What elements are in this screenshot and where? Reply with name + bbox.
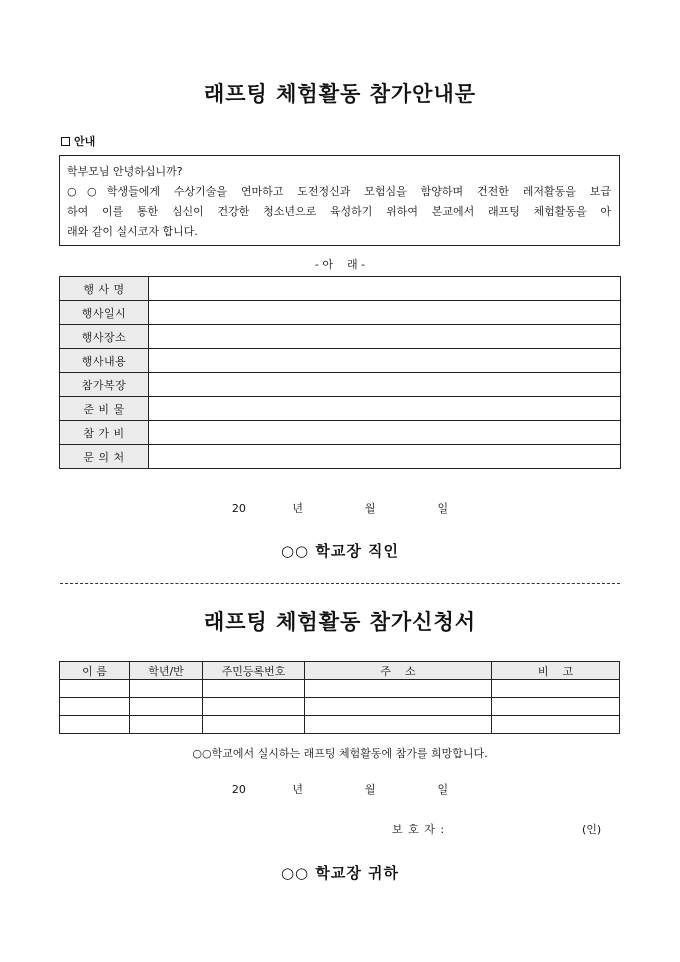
- addressee-line: ○○ 학교장 귀하: [280, 864, 400, 882]
- application-title: 래프팅 체험활동 참가신청서: [203, 609, 477, 634]
- row-value[interactable]: [149, 325, 621, 349]
- table-row: [60, 698, 620, 716]
- table-cell[interactable]: [60, 680, 130, 698]
- row-value[interactable]: [149, 301, 621, 325]
- table-row: [60, 680, 620, 698]
- section-label-text: 안내: [74, 135, 96, 148]
- table-cell[interactable]: [492, 698, 620, 716]
- guardian-label: 보 호 자 :: [392, 823, 446, 836]
- application-statement: ○○학교에서 실시하는 래프팅 체험활동에 참가를 희망합니다.: [192, 747, 488, 760]
- row-label: 문 의 처: [60, 445, 149, 469]
- column-header-name: 이 름: [60, 662, 130, 680]
- checkbox-square-icon: [61, 137, 70, 146]
- row-value[interactable]: [149, 349, 621, 373]
- row-label: 행사일시: [60, 301, 149, 325]
- table-cell[interactable]: [203, 680, 305, 698]
- row-label: 행 사 명: [60, 277, 149, 301]
- notice-body-box: [59, 155, 620, 246]
- table-row: [60, 301, 621, 325]
- table-cell[interactable]: [130, 716, 203, 734]
- school-seal-line: ○○ 학교장 직인: [280, 542, 400, 560]
- table-row: [60, 325, 621, 349]
- table-cell[interactable]: [305, 716, 492, 734]
- table-cell[interactable]: [130, 680, 203, 698]
- column-header-id-number: 주민등록번호: [203, 662, 305, 680]
- notice-body-line: 하여 이를 통한 심신이 건강한 청소년으로 육성하기 위하여 본교에서 래프팅 체험활동을 아: [67, 205, 611, 218]
- column-header-address: 주 소: [305, 662, 492, 680]
- row-label: 준 비 물: [60, 397, 149, 421]
- table-cell[interactable]: [305, 698, 492, 716]
- table-cell[interactable]: [60, 716, 130, 734]
- row-label: 참 가 비: [60, 421, 149, 445]
- application-date: 20 년 월 일: [231, 783, 449, 796]
- table-row: [60, 349, 621, 373]
- seal-mark: (인): [582, 823, 602, 836]
- table-cell[interactable]: [492, 680, 620, 698]
- row-value[interactable]: [149, 421, 621, 445]
- column-header-remarks: 비 고: [492, 662, 620, 680]
- table-cell[interactable]: [203, 698, 305, 716]
- section-label: [61, 133, 95, 149]
- notice-date: 20 년 월 일: [231, 502, 449, 515]
- table-cell[interactable]: [305, 680, 492, 698]
- table-cell[interactable]: [492, 716, 620, 734]
- below-note: - 아 래 -: [314, 258, 366, 271]
- table-row: [60, 445, 621, 469]
- row-label: 행사내용: [60, 349, 149, 373]
- column-header-class: 학년/반: [130, 662, 203, 680]
- row-value[interactable]: [149, 397, 621, 421]
- table-row: [60, 716, 620, 734]
- event-info-table: [59, 276, 621, 469]
- notice-greeting: 학부모님 안녕하십니까?: [67, 165, 183, 178]
- table-cell[interactable]: [60, 698, 130, 716]
- notice-body-line: ○○학생들에게 수상기술을 연마하고 도전정신과 모험심을 함양하며 건전한 레저활동을 보급: [67, 185, 611, 198]
- row-label: 행사장소: [60, 325, 149, 349]
- table-row: [60, 277, 621, 301]
- table-header-row: [60, 662, 620, 680]
- table-row: [60, 373, 621, 397]
- row-value[interactable]: [149, 277, 621, 301]
- application-table: [59, 661, 620, 734]
- cut-line: [60, 583, 620, 584]
- row-value[interactable]: [149, 373, 621, 397]
- table-cell[interactable]: [203, 716, 305, 734]
- row-label: 참가복장: [60, 373, 149, 397]
- table-cell[interactable]: [130, 698, 203, 716]
- row-value[interactable]: [149, 445, 621, 469]
- notice-title: 래프팅 체험활동 참가안내문: [203, 81, 477, 106]
- notice-body-line: 래와 같이 실시코자 합니다.: [67, 225, 198, 238]
- table-row: [60, 397, 621, 421]
- table-row: [60, 421, 621, 445]
